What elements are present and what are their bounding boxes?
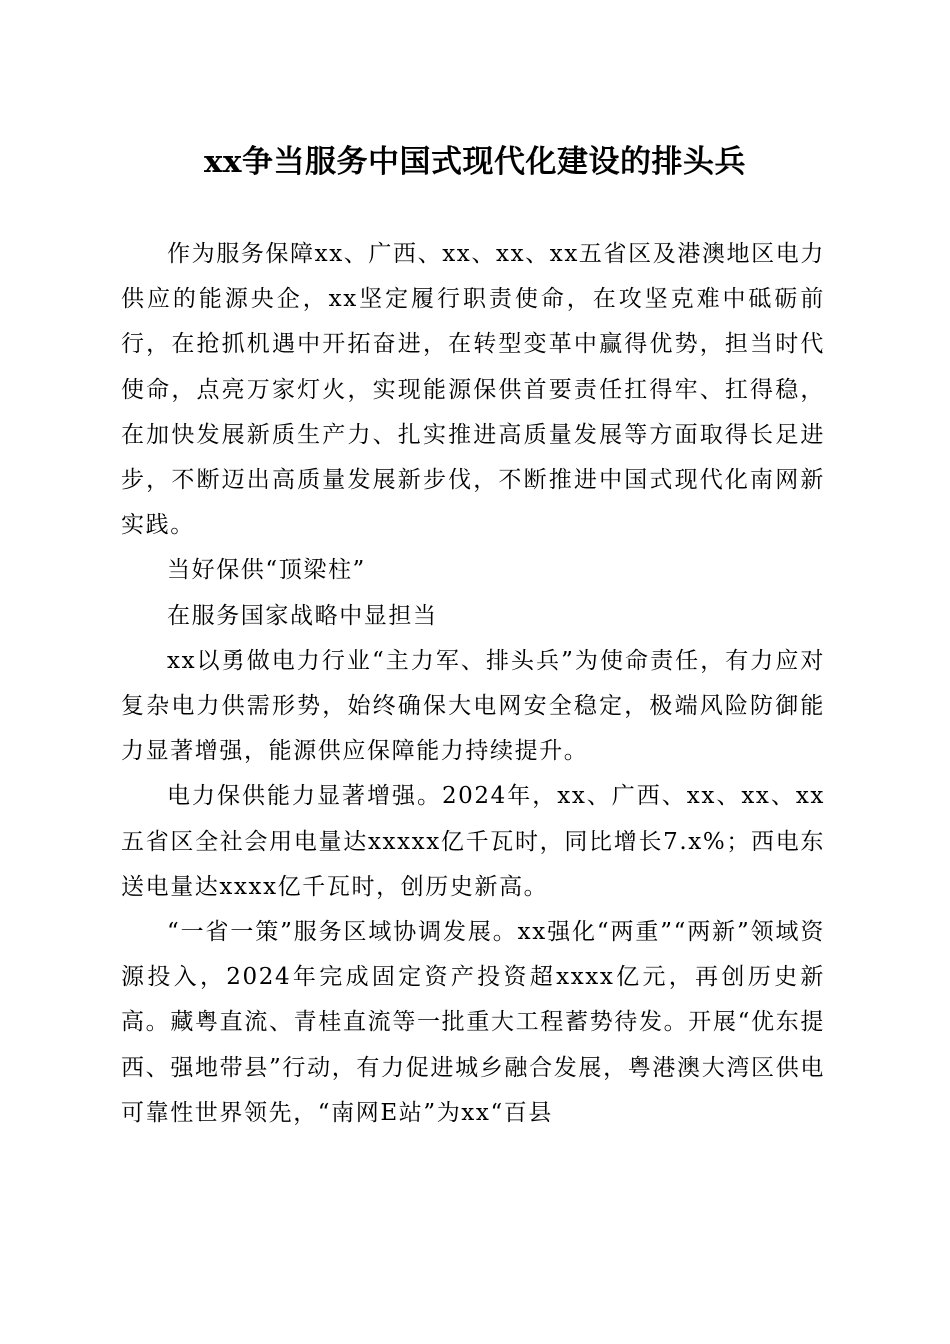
paragraph-intro: 作为服务保障xx、广西、xx、xx、xx五省区及港澳地区电力供应的能源央企，xx坚定履行职责使命，在攻坚克难中砥砺前行，在抢抓机遇中开拓奋进，在转型变革中赢得优势，担当时代使命，点亮万家灯火，实现能源保供首要责任扛得牢、扛得稳，在加快发展新质生产力、扎实推进高质量发展等方面取得长足进步，不断迈出高质量发展新步伐，不断推进中国式现代化南网新实践。: [121, 241, 825, 539]
paragraph-mission: xx以勇做电力行业“主力军、排头兵”为使命责任，有力应对复杂电力供需形势，始终确保大电网安全稳定，极端风险防御能力显著增强，能源供应保障能力持续提升。: [121, 647, 825, 765]
paragraph-supply-capacity: 电力保供能力显著增强。2024年，xx、广西、xx、xx、xx五省区全社会用电量达xxxxx亿千瓦时，同比增长7.x%；西电东送电量达xxxx亿千瓦时，创历史新高。: [121, 783, 825, 900]
document-title: xx争当服务中国式现代化建设的排头兵: [204, 144, 746, 180]
paragraph-regional-development: “一省一策”服务区域协调发展。xx强化“两重”“两新”领域资源投入，2024年完成固定资产投资超xxxx亿元，再创历史新高。藏粤直流、青桂直流等一批重大工程蓄势待发。开展“优东提西、强地带县”行动，有力促进城乡融合发展，粤港澳大湾区供电可靠性世界领先，“南网E站”为xx“百县: [121, 919, 825, 1126]
paragraph-heading-2: 在服务国家战略中显担当: [167, 602, 438, 629]
document-body: [121, 232, 825, 1136]
paragraph-heading-1: 当好保供“顶梁柱”: [167, 557, 366, 584]
